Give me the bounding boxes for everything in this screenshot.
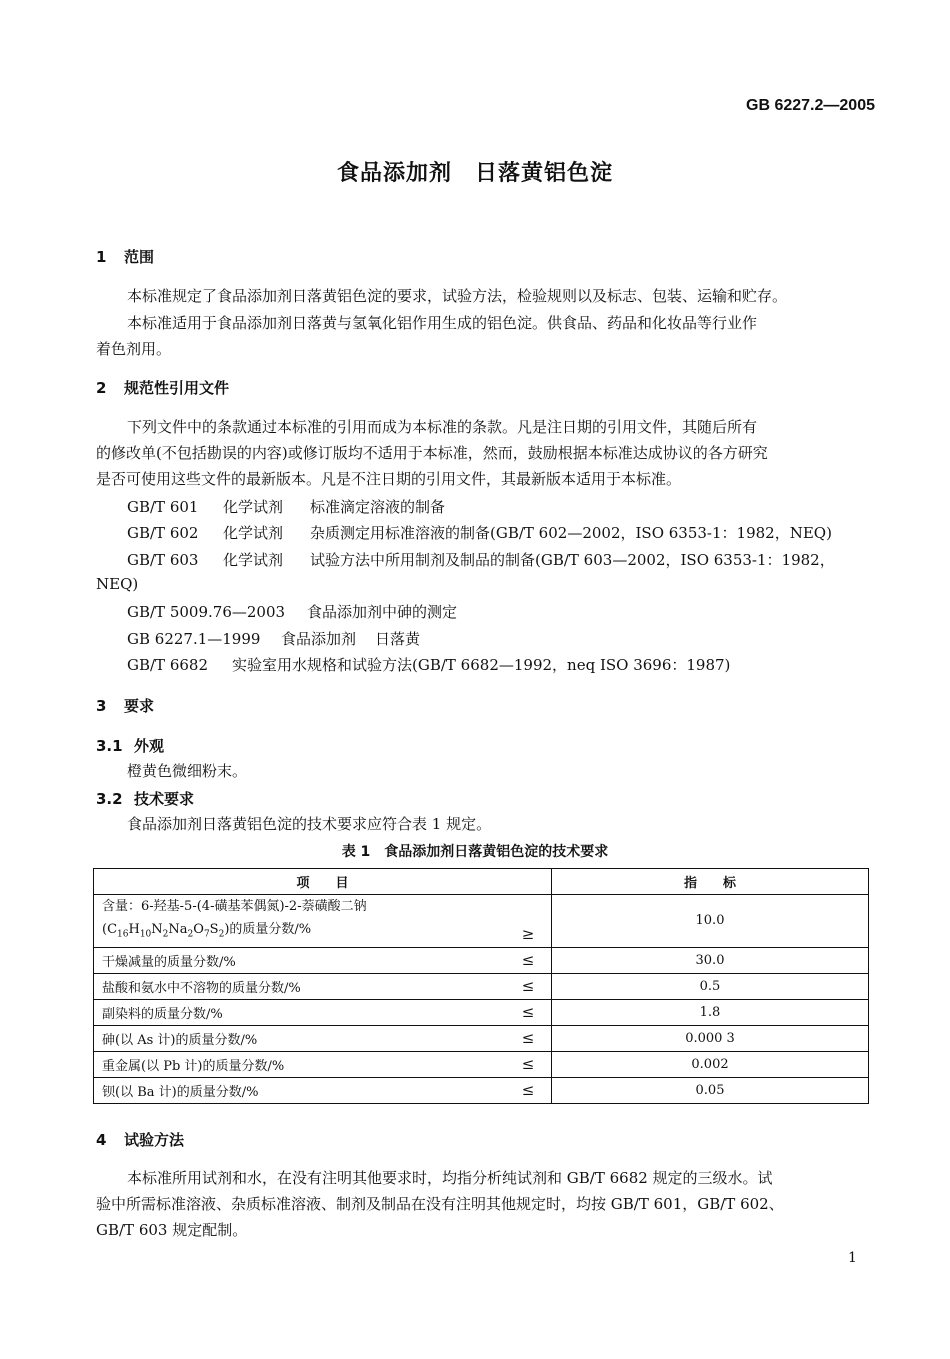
- table-cell-value: 0.002: [552, 1051, 869, 1077]
- section-3-heading: 3 要求: [96, 697, 155, 715]
- section-1-heading: 1 范围: [96, 248, 155, 266]
- table-cell-item: 盐酸和氨水中不溶物的质量分数/%: [94, 973, 506, 999]
- table-cell-symbol: ≥: [505, 895, 552, 948]
- reference-item: GB/T 602 化学试剂 杂质测定用标准溶液的制备(GB/T 602—2002，ISO 6353-1：1982，NEQ): [127, 524, 832, 542]
- table-cell-value: 30.0: [552, 947, 869, 973]
- table-cell-symbol: ≤: [505, 1051, 552, 1077]
- standard-number: GB 6227.2—2005: [746, 97, 875, 114]
- table-row: [94, 973, 869, 999]
- table-cell-item: 重金属(以 Pb 计)的质量分数/%: [94, 1051, 506, 1077]
- section-3-2-heading: 3.2 技术要求: [96, 790, 195, 808]
- content-item-line-2: $(C_{16}H_{10}N_2Na_2O_7S_2)$的质量分数/%: [102, 922, 312, 940]
- table-row: [94, 1025, 869, 1051]
- table-cell-item: 钡(以 Ba 计)的质量分数/%: [94, 1077, 506, 1103]
- table-cell-item: 干燥减量的质量分数/%: [94, 947, 506, 973]
- table-cell-item: 砷(以 As 计)的质量分数/%: [94, 1025, 506, 1051]
- table-row: [94, 999, 869, 1025]
- table-row: [94, 895, 869, 948]
- table-cell-symbol: ≤: [505, 1077, 552, 1103]
- table-cell-symbol: ≤: [505, 947, 552, 973]
- reference-item: GB/T 601 化学试剂 标准滴定溶液的制备: [127, 498, 446, 516]
- table-cell-symbol: ≤: [505, 999, 552, 1025]
- table-cell-item: 副染料的质量分数/%: [94, 999, 506, 1025]
- section-1-para-2: 本标准适用于食品添加剂日落黄与氢氧化铝作用生成的铝色淀。供食品、药品和化妆品等行业作: [127, 314, 758, 332]
- table-row: [94, 1051, 869, 1077]
- section-4-para-line-2: 验中所需标准溶液、杂质标准溶液、制剂及制品在没有注明其他规定时，均按 GB/T 601，GB/T 602、: [96, 1195, 784, 1213]
- section-2-heading: 2 规范性引用文件: [96, 379, 230, 397]
- section-4-para-line-1: 本标准所用试剂和水，在没有注明其他要求时，均指分析纯试剂和 GB/T 6682 规定的三级水。试: [127, 1169, 773, 1187]
- spec-table: [93, 868, 869, 1104]
- table-cell-symbol: ≤: [505, 1025, 552, 1051]
- section-4-para-line-3: GB/T 603 规定配制。: [96, 1221, 248, 1239]
- reference-item: GB 6227.1—1999 食品添加剂 日落黄: [127, 630, 421, 648]
- table-cell-value: 1.8: [552, 999, 869, 1025]
- reference-item: GB/T 6682 实验室用水规格和试验方法(GB/T 6682—1992，neq ISO 3696：1987): [127, 656, 731, 674]
- column-header-item: 项 目: [94, 869, 552, 895]
- section-1-para-2-cont: 着色剂用。: [96, 340, 172, 358]
- table-cell-symbol: ≤: [505, 973, 552, 999]
- table-header-row: [94, 869, 869, 895]
- table-caption: 表 1 食品添加剂日落黄铝色淀的技术要求: [341, 844, 609, 860]
- table-row: [94, 947, 869, 973]
- section-3-1-text: 橙黄色微细粉末。: [127, 762, 248, 780]
- table-cell-value: 0.5: [552, 973, 869, 999]
- document-title: 食品添加剂 日落黄铝色淀: [336, 161, 613, 186]
- section-2-para-line-2: 的修改单(不包括勘误的内容)或修订版均不适用于本标准，然而，鼓励根据本标准达成协议的各方研究: [96, 444, 768, 462]
- table-cell-value: 0.05: [552, 1077, 869, 1103]
- page-number: 1: [848, 1250, 857, 1266]
- reference-item: GB/T 5009.76—2003 食品添加剂中砷的测定: [127, 603, 458, 621]
- table-cell-value: 10.0: [552, 895, 869, 948]
- table-cell-value: 0.000 3: [552, 1025, 869, 1051]
- table-row: [94, 1077, 869, 1103]
- section-1-para-1: 本标准规定了食品添加剂日落黄铝色淀的要求，试验方法，检验规则以及标志、包装、运输和贮存。: [127, 287, 788, 305]
- section-3-2-text: 食品添加剂日落黄铝色淀的技术要求应符合表 1 规定。: [127, 815, 492, 833]
- table-cell-item: [94, 895, 506, 948]
- reference-item-continuation: NEQ): [96, 575, 139, 593]
- column-header-value: 指 标: [552, 869, 869, 895]
- content-item-line-1: 含量：6-羟基-5-(4-磺基苯偶氮)-2-萘磺酸二钠: [102, 899, 367, 914]
- section-4-heading: 4 试验方法: [96, 1131, 185, 1149]
- section-2-para-line-3: 是否可使用这些文件的最新版本。凡是不注日期的引用文件，其最新版本适用于本标准。: [96, 470, 682, 488]
- section-3-1-heading: 3.1 外观: [96, 737, 165, 755]
- reference-item: GB/T 603 化学试剂 试验方法中所用制剂及制品的制备(GB/T 603—2002，ISO 6353-1：1982，: [127, 551, 835, 569]
- section-2-para-line-1: 下列文件中的条款通过本标准的引用而成为本标准的条款。凡是注日期的引用文件，其随后所有: [127, 418, 758, 436]
